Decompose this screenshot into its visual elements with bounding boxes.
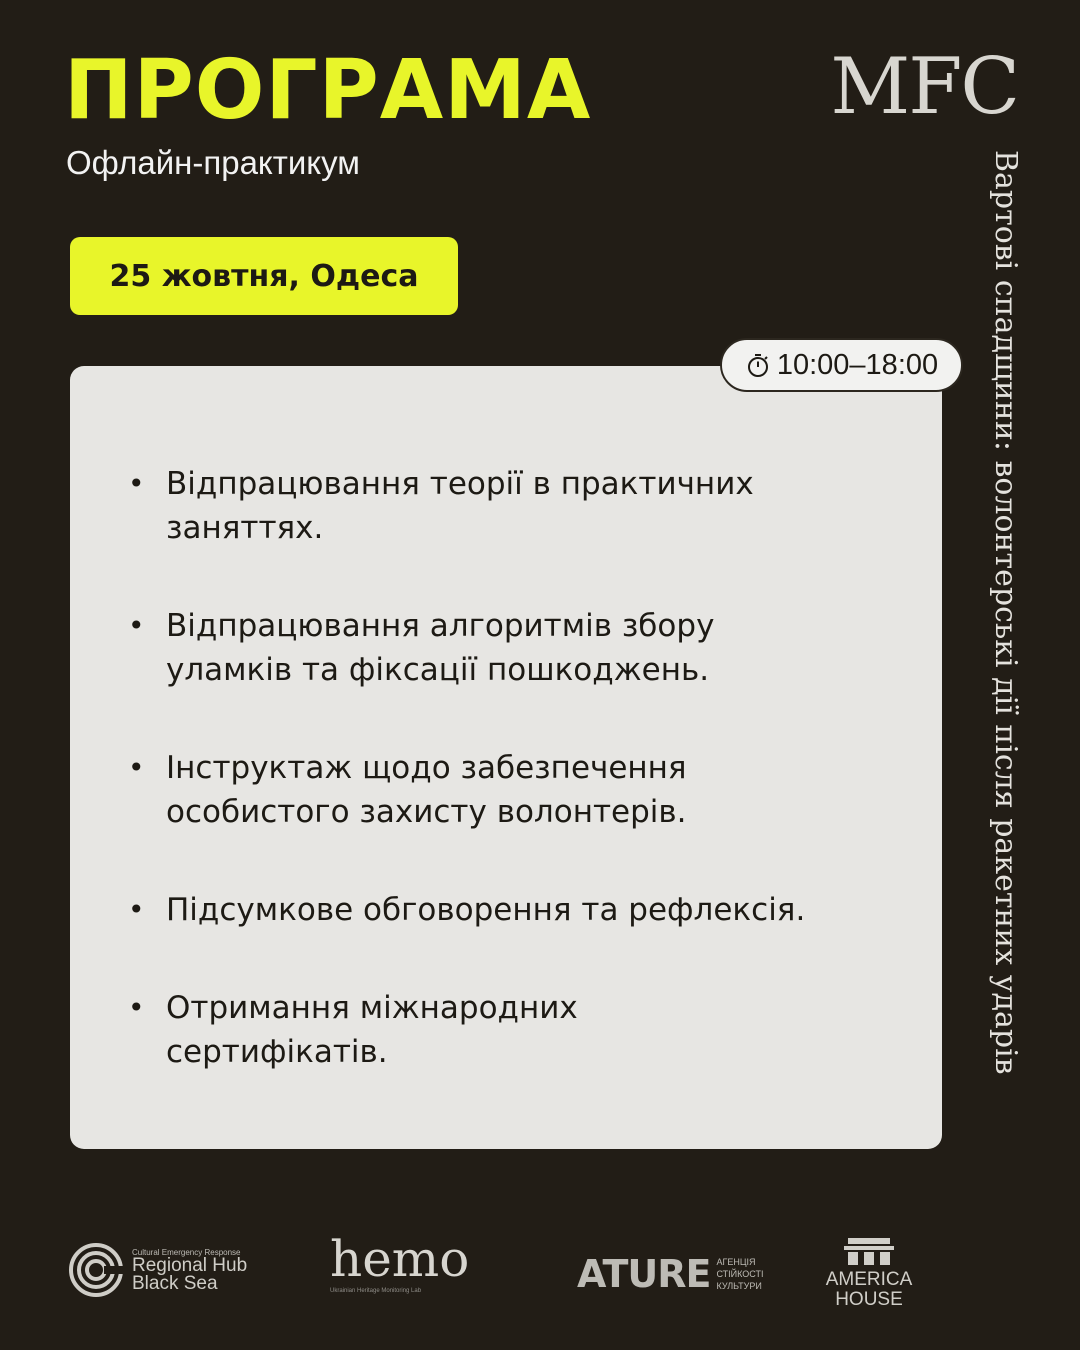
- hemo-logo: hemo Ukrainian Heritage Monitoring Lab: [330, 1230, 470, 1294]
- date-badge: 25 жовтня, Одеса: [70, 237, 458, 315]
- page-title: ПРОГРАМА: [64, 43, 592, 138]
- list-item: • Підсумкове обговорення та рефлексія.: [128, 892, 806, 928]
- list-item: • Отримання міжнародних сертифікатів.: [128, 990, 578, 1070]
- mfc-logo: MFC: [830, 42, 1018, 132]
- time-label: 10:00–18:00: [776, 348, 939, 381]
- vertical-tagline: Вартові спадщини: волонтерські дії після ракетних ударів: [988, 150, 1023, 1075]
- list-item: • Інструктаж щодо забезпечення особистого захисту волонтерів.: [128, 750, 687, 830]
- page-subtitle: Офлайн-практикум: [66, 144, 360, 181]
- america-house-logo: AMERICA HOUSE: [823, 1236, 915, 1310]
- list-item: • Відпрацювання теорії в практичних заняттях.: [128, 466, 754, 546]
- program-list: [128, 462, 928, 1074]
- building-icon: [842, 1236, 896, 1266]
- concentric-circles-icon: [68, 1242, 124, 1298]
- time-pill: [720, 338, 963, 392]
- list-item: • Відпрацювання алгоритмів збору уламків та фіксації пошкоджень.: [128, 608, 715, 688]
- crh-logo: Cultural Emergency Response Regional Hub Black Sea: [68, 1242, 247, 1298]
- partner-logos: [0, 1230, 960, 1320]
- stopwatch-icon: [745, 352, 771, 378]
- ature-logo: ATURE АГЕНЦІЯ СТІЙКОСТІ КУЛЬТУРИ: [577, 1252, 764, 1296]
